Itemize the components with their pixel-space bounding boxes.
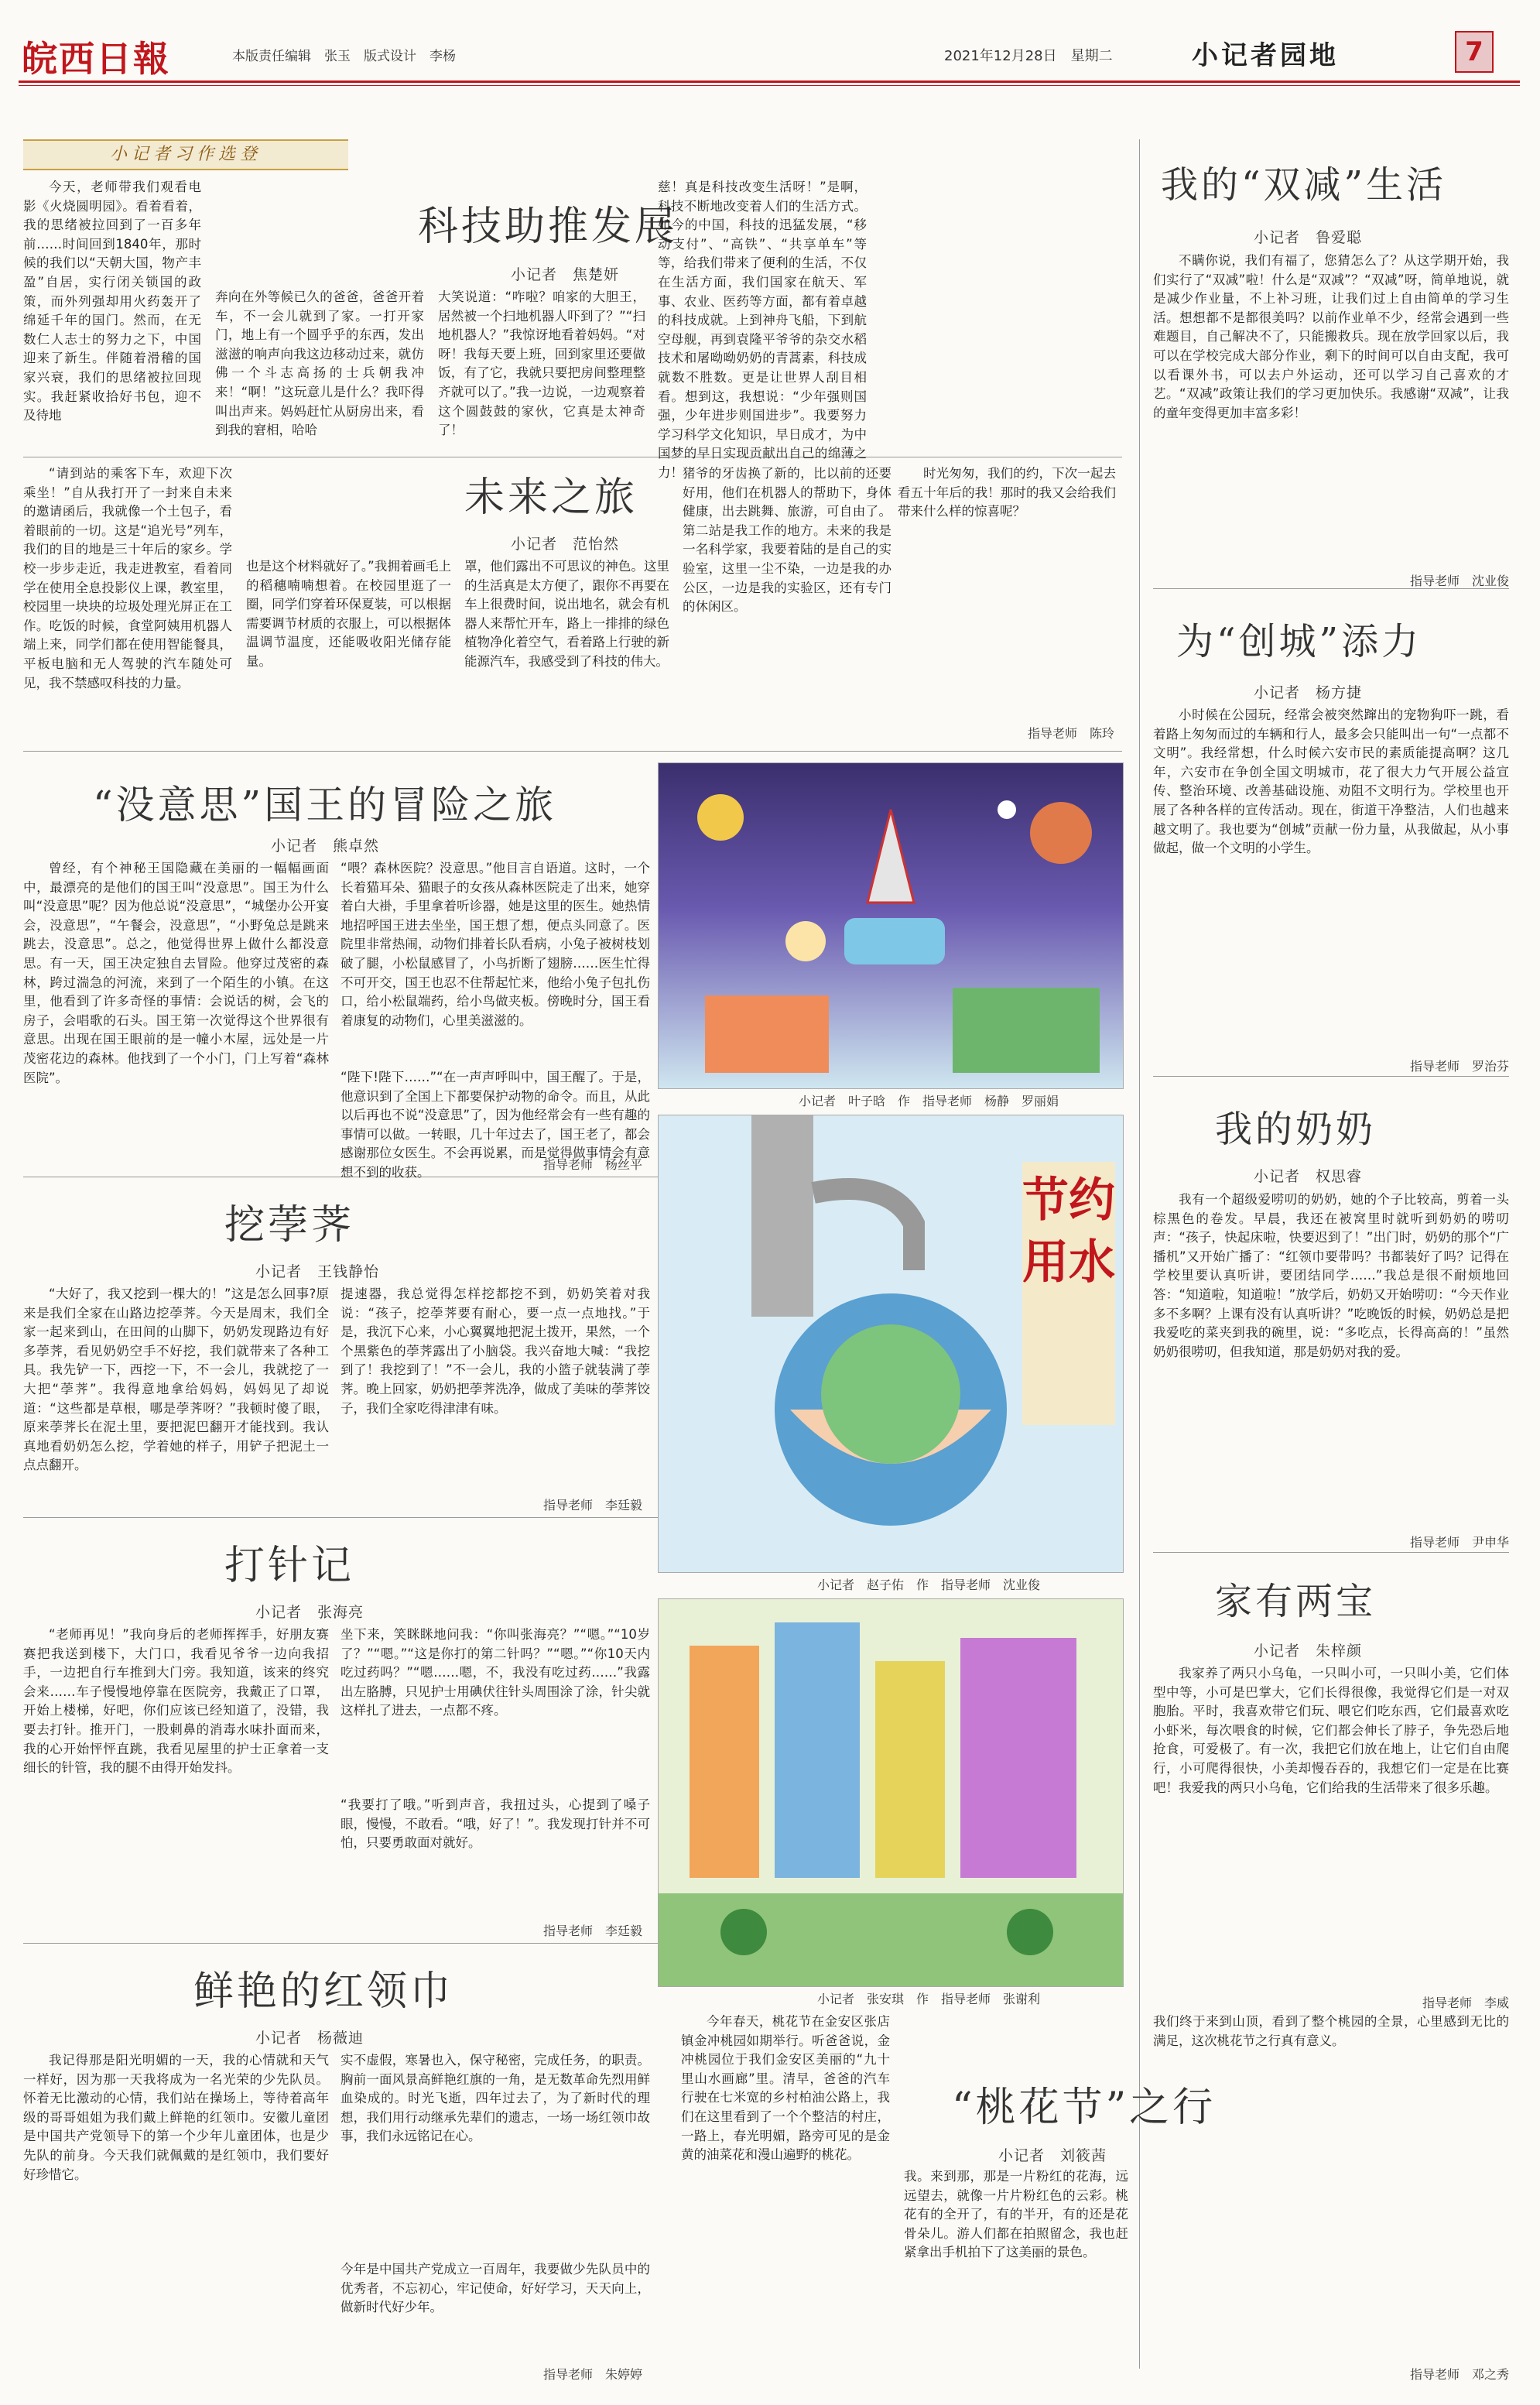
column-banner: 小记者习作选登 (23, 139, 348, 170)
newspaper-logo: 皖西日報 (22, 38, 170, 80)
children-painting-water (658, 1115, 1124, 1573)
teacher-credit: 指导老师 杨丝平 (542, 1157, 642, 1172)
children-painting-space (658, 762, 1124, 1089)
teacher-credit: 指导老师 李廷毅 (542, 1498, 642, 1513)
article-byline: 小记者 鲁爱聪 (1254, 229, 1363, 246)
article-intro-body: 今天，老师带我们观看电影《火烧圆明园》。看着看着，我的思绪被拉回到了一百多年前……时间回到1840年，那时候的我们以“天朝大国，物产丰盈”自居，实行闭关锁国的政策，而外列强却用火药轰开了绵延千年的国门。然而，在无数仁人志士的努力之下，中国迎来了新生。伴随着滑稽的国家兴衰，我们的思绪被拉回现实。我赶紧收拾好书包，迎不及待地 (23, 180, 201, 423)
article-title: “桃花节”之行 (952, 2085, 1217, 2131)
article-byline: 小记者 范怡然 (511, 536, 620, 553)
article-byline: 小记者 刘筱茜 (998, 2147, 1107, 2164)
article-title: 未来之旅 (464, 474, 638, 521)
city-painting-image (659, 1599, 1123, 1986)
article-body: 今年是中国共产党成立一百周年，我要做少先队员中的优秀者，不忘初心，牢记使命，好好学习，天天向上，做新时代好少年。 (341, 2262, 650, 2315)
article-byline: 小记者 权思睿 (1254, 1168, 1363, 1185)
painting-caption: 小记者 张安琪 作 指导老师 张谢利 (816, 1992, 1040, 2006)
article-byline: 小记者 杨方捷 (1254, 684, 1363, 701)
issue-date: 2021年12月28日 星期二 (944, 48, 1113, 64)
painting-caption: 小记者 赵子佑 作 指导老师 沈业俊 (816, 1578, 1040, 1592)
page-number: 7 (1455, 31, 1494, 73)
article-body: 也是这个材料就好了。”我拥着画毛上的稻穗喃喃想着。在校园里逛了一圈，同学们穿着环保夏装，可以根据需要调节材质的衣服上，可以根据体温调节温度，还能吸收阳光储存能量。 (246, 559, 451, 669)
article-title: 挖荸荠 (224, 1202, 355, 1249)
section-divider (1153, 1552, 1509, 1553)
article-body: 罩，他们露出不可思议的神色。这里的生活真是太方便了，跟你不再要在车上很费时间，说出地名，就会有机器人来帮忙开车，路上一排排的绿色植物净化着空气，看着路上行驶的新能源汽车，我感受到了科技的伟大。 (464, 559, 669, 669)
section-divider (1153, 1076, 1509, 1077)
section-divider (23, 1943, 658, 1944)
article-byline: 小记者 王钱静怡 (255, 1263, 380, 1280)
article-body: 我家养了两只小乌龟，一只叫小可，一只叫小美，它们体型中等，小可是巴掌大，它们长得很像，我觉得它们是一对双胞胎。平时，我喜欢带它们玩、喂它们吃东西，它们最喜欢吃小虾米，每次喂食的时候，它们都会伸长了脖子，争先恐后地抢食，可爱极了。有一次，我把它们放在地上，让它们自由爬行，小可爬得很快，小美却慢吞吞的，我想它们一定是在比赛吧！我爱我的两只小乌龟，它们给我的生活带来了很多乐趣。 (1153, 1666, 1509, 1795)
article-title: 为“创城”添力 (1176, 620, 1422, 663)
article-body: 我们终于来到山顶，看到了整个桃园的全景，心里感到无比的满足，这次桃花节之行真有意义。 (1153, 2014, 1509, 2048)
article-body: “我要打了哦。”听到声音，我扭过头，心提到了嗓子眼，慢慢，不敢看。“哦，好了！”。我发现打针并不可怕，只要勇敢面对就好。 (341, 1797, 650, 1851)
article-body: “大好了，我又挖到一棵大的！”这是怎么回事?原来是我们全家在山路边挖荸荠。今天是周末，我们全家一起来到山，在田间的山脚下，奶奶发现路边有好多荸荠，看见奶奶空手不好挖，我们就带来了各种工具。我先铲一下，西挖一下，不一会儿，我就挖了一大把“荸荠”。我得意地拿给妈妈，妈妈见了却说道：“这些都是草根，哪是荸荠呀？”我顿时傻了眼，原来荸荠长在泥土里，要把泥巴翻开才能找到。我认真地看奶奶怎么挖，学着她的样子，用铲子把泥土一点点翻开。 (23, 1286, 329, 1473)
article-byline: 小记者 熊卓然 (271, 838, 380, 855)
article-byline: 小记者 张海亮 (255, 1604, 364, 1621)
article-body: 我记得那是阳光明媚的一天，我的心情就和天气一样好，因为那一天我将成为一名光荣的少先队员。怀着无比激动的心情，我们站在操场上，等待着高年级的哥哥姐姐为我们戴上鲜艳的红领巾。安徽儿童团是中国共产党领导下的第一个少年儿童团体，也是少先队的前身。今天我们就佩戴的是红领巾，我们要好好珍惜它。 (23, 2053, 329, 2182)
section-divider (23, 1517, 658, 1518)
teacher-credit: 指导老师 尹申华 (1409, 1535, 1509, 1550)
article-title: 科技助推发展 (418, 204, 679, 250)
article-body: “陛下!陛下……”“在一声声呼叫中，国王醒了。于是，他意识到了全国上下都要保护动物的命令。而且，从此以后再也不说“没意思”了，因为他经常会有一些有趣的事情可以做。一转眼，几十年过去了，国王老了，都会感谢那位女医生。不会再说累，而是觉得做事情会有意想不到的收获。 (341, 1070, 650, 1180)
article-title: “没意思”国王的冒险之旅 (93, 783, 557, 827)
article-byline: 小记者 杨薇迪 (255, 2030, 364, 2047)
article-body: 实不虚假，寒暑也入，保守秘密，完成任务，的职责。胸前一面风景高鲜艳红旗的一角，是无数革命先烈用鲜血染成的。时光飞逝，四年过去了，为了新时代的理想，我们用行动继承先辈们的遗志，一场一场红领巾故事，我们永远铭记在心。 (341, 2053, 650, 2144)
article-body: 今年春天，桃花节在金安区张店镇金冲桃园如期举行。听爸爸说，金冲桃园位于我们金安区美丽的“九十里山水画廊”里。清早，爸爸的汽车行驶在七米宽的乡村柏油公路上，我们在这里看到了一个个整洁的村庄，一路上，春光明媚，路旁可见的是金黄的油菜花和漫山遍野的桃花。 (681, 2014, 890, 2163)
editor-credits: 本版责任编辑 张玉 版式设计 李杨 (232, 49, 456, 64)
article-body: “老师再见！”我向身后的老师挥挥手，好朋友赛赛把我送到楼下，大门口，我看见爷爷一边向我招手，一边把自行车推到大门旁。我知道，该来的终究会来……车子慢慢地停靠在医院旁，我戴正了口罩，开始上楼梯，好吧，你们应该已经知道了，没错，我要去打针。推开门，一股刺鼻的消毒水味扑面而来，我的心开始怦怦直跳，我看见屋里的护士正拿着一支细长的针管，我的腿不由得开始发抖。 (23, 1627, 329, 1776)
article-body: 我。来到那，那是一片粉红的花海，远远望去，就像一片片粉红色的云彩。桃花有的全开了，有的半开，有的还是花骨朵儿。游人们都在拍照留念，我也赶紧拿出手机拍下了这美丽的景色。 (904, 2169, 1128, 2260)
article-body: “请到站的乘客下车，欢迎下次乘坐！”自从我打开了一封来自未来的邀请函后，我就像一个土包子，看着眼前的一切。这是“追光号”列车，我们的目的地是三十年后的家乡。学校一步步走近，我走进教室，看着同学在使用全息投影仪上课，教室里，校园里一块块的垃圾处理光屏正在工作。吃饭的时候，食堂阿姨用机器人端上来，同学们都在使用智能餐具，平板电脑和无人驾驶的汽车随处可见，我不禁感叹科技的力量。 (23, 466, 232, 690)
teacher-credit: 指导老师 陈玲 (1027, 726, 1114, 741)
article-title: 打针记 (224, 1543, 355, 1589)
article-body: 大笑说道：“咋啦？咱家的大胆王，居然被一个扫地机器人吓到了？”“扫地机器人？”我惊讶地看着妈妈。“对呀！我每天要上班，回到家里还要做饭，有了它，我就只要把房间整理整齐就可以了。”我一边说，一边观察着这个圆鼓鼓的家伙，它真是太神奇了！ (438, 289, 645, 438)
article-body: 时光匆匆，我们的约，下次一起去看五十年后的我！那时的我又会给我们带来什么样的惊喜呢？ (898, 466, 1116, 519)
article-byline: 小记者 焦楚妍 (511, 266, 620, 283)
poster-banner-text: 节约用水 (1022, 1173, 1115, 1290)
teacher-credit: 指导老师 邓之秀 (1409, 2367, 1509, 2382)
article-byline: 小记者 朱梓颜 (1254, 1643, 1363, 1660)
section-title: 小记者园地 (1192, 40, 1339, 71)
article-title: 家有两宝 (1215, 1580, 1377, 1623)
teacher-credit: 指导老师 朱婷婷 (542, 2367, 642, 2382)
masthead-rule-thin (19, 85, 1520, 86)
painting-caption: 小记者 叶子晗 作 指导老师 杨静 罗丽娟 (798, 1094, 1059, 1108)
article-title: 我的奶奶 (1215, 1108, 1377, 1151)
column-divider (1139, 139, 1140, 2369)
article-title: 我的“双减”生活 (1161, 163, 1447, 207)
article-body: 小时候在公园玩，经常会被突然蹿出的宠物狗吓一跳，看着路上匆匆而过的车辆和行人，最多会只能叫出一句“一点都不文明”。我经常想，什么时候六安市民的素质能提高啊？这几年，六安市在争创全国文明城市，花了很大力气开展公益宣传、整治环境、改善基础设施、劝阻不文明行为。学校里也开展了各种各样的宣传活动。现在，街道干净整洁，人们也越来越文明了。我也要为“创城”贡献一份力量，从我做起，从小事做起，做一个文明的小学生。 (1153, 707, 1509, 856)
section-divider (23, 751, 1122, 752)
article-body: 慈！真是科技改变生活呀！”是啊，科技不断地改变着人们的生活方式。如今的中国，科技的迅猛发展，“移动支付”、“高铁”、“共享单车”等等，给我们带来了便利的生活，不仅在生活方面，我们国家在航天、军事、农业、医药等方面，都有着卓越的科技成就。上到神舟飞船，下到航空母舰，再到袁隆平爷爷的杂交水稻技术和屠呦呦奶奶的青蒿素，科技成就数不胜数。更是让世界人刮目相看。想到这，我想说：“少年强则国强，少年进步则国进步”。我要努力学习科学文化知识，早日成才，为中国梦的早日实现贡献出自己的绵薄之力！ (658, 180, 867, 480)
article-body: 奔向在外等候已久的爸爸，爸爸开着车，不一会儿就到了家。一打开家门，地上有一个圆乎乎的东西，发出滋滋的响声向我这边移动过来，就仿佛一个斗志高扬的士兵朝我冲来！“啊！”这玩意儿是什么？我吓得叫出声来。妈妈赶忙从厨房出来，看到我的窘相，哈哈 (215, 289, 424, 438)
space-painting-image (659, 763, 1123, 1088)
teacher-credit: 指导老师 罗治芬 (1409, 1059, 1509, 1074)
article-body: 猪爷的牙齿换了新的，比以前的还要好用，他们在机器人的帮助下，身体健康，出去跳舞、旅游，可自由了。第二站是我工作的地方。未来的我是一名科学家，我要着陆的是自己的实验室，这里一尘不染，一边是我的办公区，一边是我的实验区，还有专门的休闲区。 (683, 466, 891, 615)
article-body: 提速器，我总觉得怎样挖都挖不到，奶奶笑着对我说：“孩子，挖荸荠要有耐心，要一点一点地找。”于是，我沉下心来，小心翼翼地把泥土拨开，果然，一个个黑紫色的荸荠露出了小脑袋。我兴奋地大喊：“我挖到了！我挖到了！”不一会儿，我的小篮子就装满了荸荠。晚上回家，奶奶把荸荠洗净，做成了美味的荸荠饺子，我们全家吃得津津有味。 (341, 1286, 650, 1416)
article-body: 我有一个超级爱唠叨的奶奶，她的个子比较高，剪着一头棕黑色的卷发。早晨，我还在被窝里时就听到奶奶的唠叨声：“孩子，快起床啦，快要迟到了！”出门时，奶奶的那个“广播机”又开始广播了：“红领巾要带吗？书都装好了吗？记得在学校里要认真听讲，要团结同学……”我总是很不耐烦地回答：“知道啦，知道啦！”放学后，奶奶又开始唠叨：“今天作业多不多啊？上课有没有认真听讲？”吃晚饭的时候，奶奶总是把我爱吃的菜夹到我的碗里，说：“多吃点，长得高高的！”虽然奶奶很唠叨，但我知道，那是奶奶对我的爱。 (1153, 1192, 1509, 1359)
teacher-credit: 指导老师 李威 (1422, 1996, 1509, 2010)
article-body: 曾经，有个神秘王国隐藏在美丽的一幅幅画面中，最漂亮的是他们的国王叫“没意思”。国王为什么叫“没意思”呢？因为他总说“没意思”，“城堡办公开宴会，没意思”，“午餐会，没意思”，“小野兔总是跳来跳去，没意思”。总之，他觉得世界上做什么都没意思。有一天，国王决定独自去冒险。他穿过茂密的森林，跨过湍急的河流，来到了一个陌生的小镇。在这里，他看到了许多奇怪的事情：会说话的树，会飞的房子，会唱歌的石头。国王第一次觉得这个世界很有意思。出现在国王眼前的是一幢小木屋，远处是一片茂密花边的森林。他找到了一个小门，门上写着“森林医院”。 (23, 861, 329, 1085)
teacher-credit: 指导老师 沈业俊 (1409, 574, 1509, 588)
article-body: “喂？森林医院？没意思。”他目言自语道。这时，一个长着猫耳朵、猫眼子的女孩从森林医院走了出来，她穿着白大褂，手里拿着听诊器，她是这里的医生。她热情地招呼国王进去坐坐，国王想了想，便点头同意了。医院里非常热闹，动物们排着长队看病，小兔子被树枝划破了腿，小松鼠感冒了，小鸟折断了翅膀……医生忙得不可开交，国王也忍不住帮起忙来，他给小兔子包扎伤口，给小松鼠端药，给小鸟做夹板。傍晚时分，国王看着康复的动物们，心里美滋滋的。 (341, 861, 650, 1028)
article-title: 鲜艳的红领巾 (193, 1968, 454, 2015)
article-body: 坐下来，笑眯眯地问我：“你叫张海亮？”“嗯。”“10岁了？”“嗯。”“这是你打的第二针吗？”“嗯。”“你10天内吃过药吗？”“嗯……嗯，不，我没有吃过药……”我露出左胳膊，只见护士用碘伏往针头周围涂了涂，针尖就这样扎了进去，一点都不疼。 (341, 1627, 650, 1718)
article-body: 不瞒你说，我们有福了，您猜怎么了？从这学期开始，我们实行了“双减”啦！什么是“双减”？“双减”呀，简单地说，就是减少作业量，不上补习班，让我们过上自由简单的学习生活。想想都不是都很美吗？以前作业单不少，经常会遇到一些难题目，自己解决不了，只能搬救兵。现在放学回家以后，我可以在学校完成大部分作业，剩下的时间可以自由支配，我可以看课外书，可以去户外运动，还可以学习自己喜欢的才艺。“双减”政策让我们的学习更加快乐。我感谢“双减”，让我的童年变得更加丰富多彩！ (1153, 253, 1509, 420)
teacher-credit: 指导老师 李廷毅 (542, 1924, 642, 1938)
children-painting-city (658, 1598, 1124, 1987)
masthead-rule (19, 81, 1520, 83)
